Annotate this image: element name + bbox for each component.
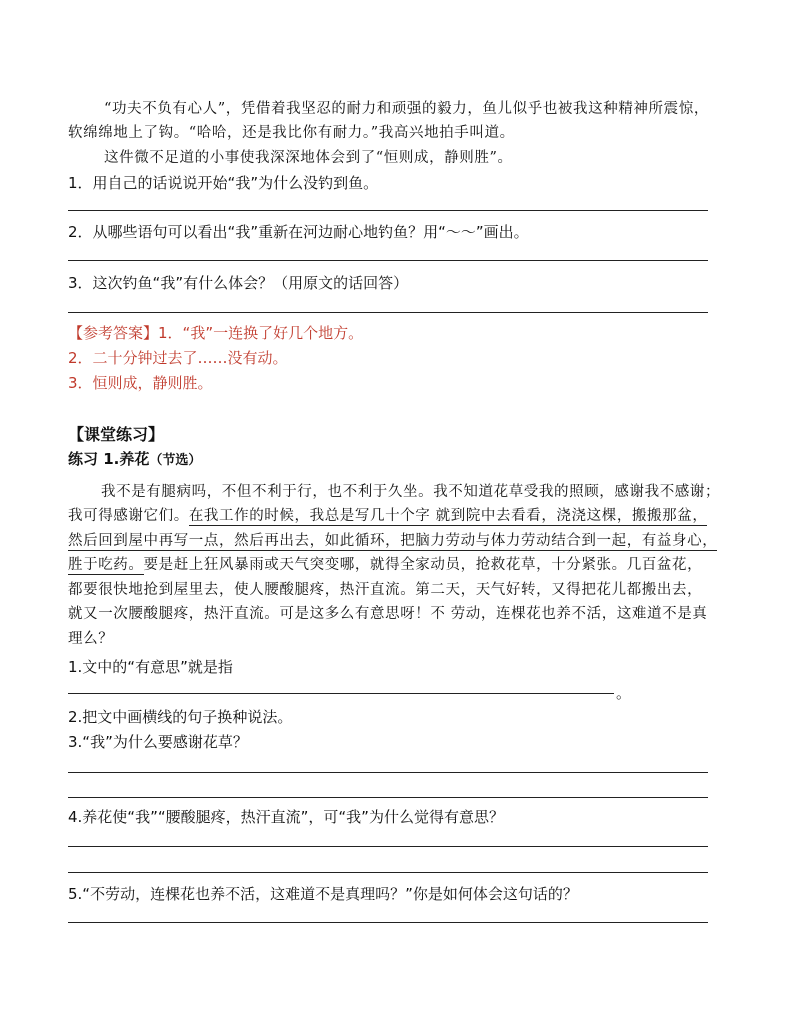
exercise-label: 练习 1. <box>68 450 120 468</box>
passage2-line5: 都要很快地抢到屋里去，使人腰酸腿疼，热汗直流。第二天，天气好转，又得把花儿都搬出去， <box>68 582 703 598</box>
question-1: 1．用自己的话说说开始“我”为什么没钓到鱼。 <box>68 174 379 192</box>
underlined-sentence: 在我工作的时候，我总是写几十个字 就到院中去看看，浇浇这棵，搬搬那盆， <box>188 508 708 524</box>
passage2-line4 <box>68 553 710 574</box>
exercise-question-2: 2.把文中画横线的句子换种说法。 <box>68 708 293 726</box>
passage2-line2a: 我可得感谢它们。 <box>68 508 189 524</box>
passage1-line2: 软绵绵地上了钩。“哈哈，还是我比你有耐力。”我高兴地拍手叫道。 <box>68 125 515 141</box>
passage2-line6: 就又一次腰酸腿疼，热汗直流。可是这多么有意思呀！不 劳动，连棵花也养不活，这难道不是真 <box>68 606 708 622</box>
answer-2: 2．二十分钟过去了……没有动。 <box>68 349 288 367</box>
answer-line[interactable] <box>68 797 708 798</box>
answer-line[interactable] <box>68 872 708 873</box>
question-3: 3．这次钓鱼“我”有什么体会？（用原文的话回答） <box>68 274 409 292</box>
exercise-question-3: 3.“我”为什么要感谢花草？ <box>68 733 248 751</box>
answer-line[interactable] <box>68 312 708 313</box>
exercise-question-5: 5.“不劳动，连棵花也养不活，这难道不是真理吗？”你是如何体会这句话的？ <box>68 885 578 903</box>
exercise-question-4: 4.养花使“我”“腰酸腿疼，热汗直流”，可“我”为什么觉得有意思？ <box>68 808 504 826</box>
answer-label: 【参考答案】 <box>68 324 159 342</box>
answer-1-row <box>68 322 710 343</box>
answer-line[interactable] <box>68 922 708 923</box>
passage1-line3: 这件微不足道的小事使我深深地体会到了“恒则成，静则胜”。 <box>104 150 513 166</box>
answer-line[interactable] <box>68 693 614 694</box>
passage2-line1: 我不是有腿病吗，不但不利于行，也不利于久坐。我不知道花草受我的照顾，感谢我不感谢； <box>101 484 721 500</box>
passage2-line2 <box>68 504 710 525</box>
answer-line[interactable] <box>68 846 708 847</box>
underlined-sentence: 然后回到屋中再写一点，然后再出去，如此循环，把脑力劳动与体力劳动结合到一起，有益身心， <box>68 533 718 549</box>
sentence-end: 。 <box>616 684 632 702</box>
answer-line[interactable] <box>68 210 708 211</box>
exercise-name: 养花 <box>119 450 150 468</box>
answer-3: 3．恒则成，静则胜。 <box>68 374 213 392</box>
question-2: 2．从哪些语句可以看出“我”重新在河边耐心地钓鱼？用“～～”画出。 <box>68 223 529 241</box>
answer-1: 1．“我”一连换了好几个地方。 <box>158 324 364 342</box>
passage1-line1: “功夫不负有心人”，凭借着我坚忍的耐力和顽强的毅力，鱼儿似乎也被我这种精神所震惊， <box>104 101 709 117</box>
section-title: 【课堂练习】 <box>68 425 165 444</box>
passage2-line7: 理么？ <box>68 631 114 647</box>
underlined-sentence: 胜于吃药。 <box>68 557 144 573</box>
passage2-line3 <box>68 529 718 550</box>
exercise-note: （节选） <box>149 453 202 468</box>
passage2-line4b: 要是赶上狂风暴雨或天气突变哪，就得全家动员，抢救花草，十分紧张。几百盆花， <box>143 557 703 573</box>
exercise-title <box>68 448 710 469</box>
answer-line[interactable] <box>68 260 708 261</box>
answer-line[interactable] <box>68 772 708 773</box>
exercise-question-1: 1.文中的“有意思”就是指 <box>68 658 233 676</box>
